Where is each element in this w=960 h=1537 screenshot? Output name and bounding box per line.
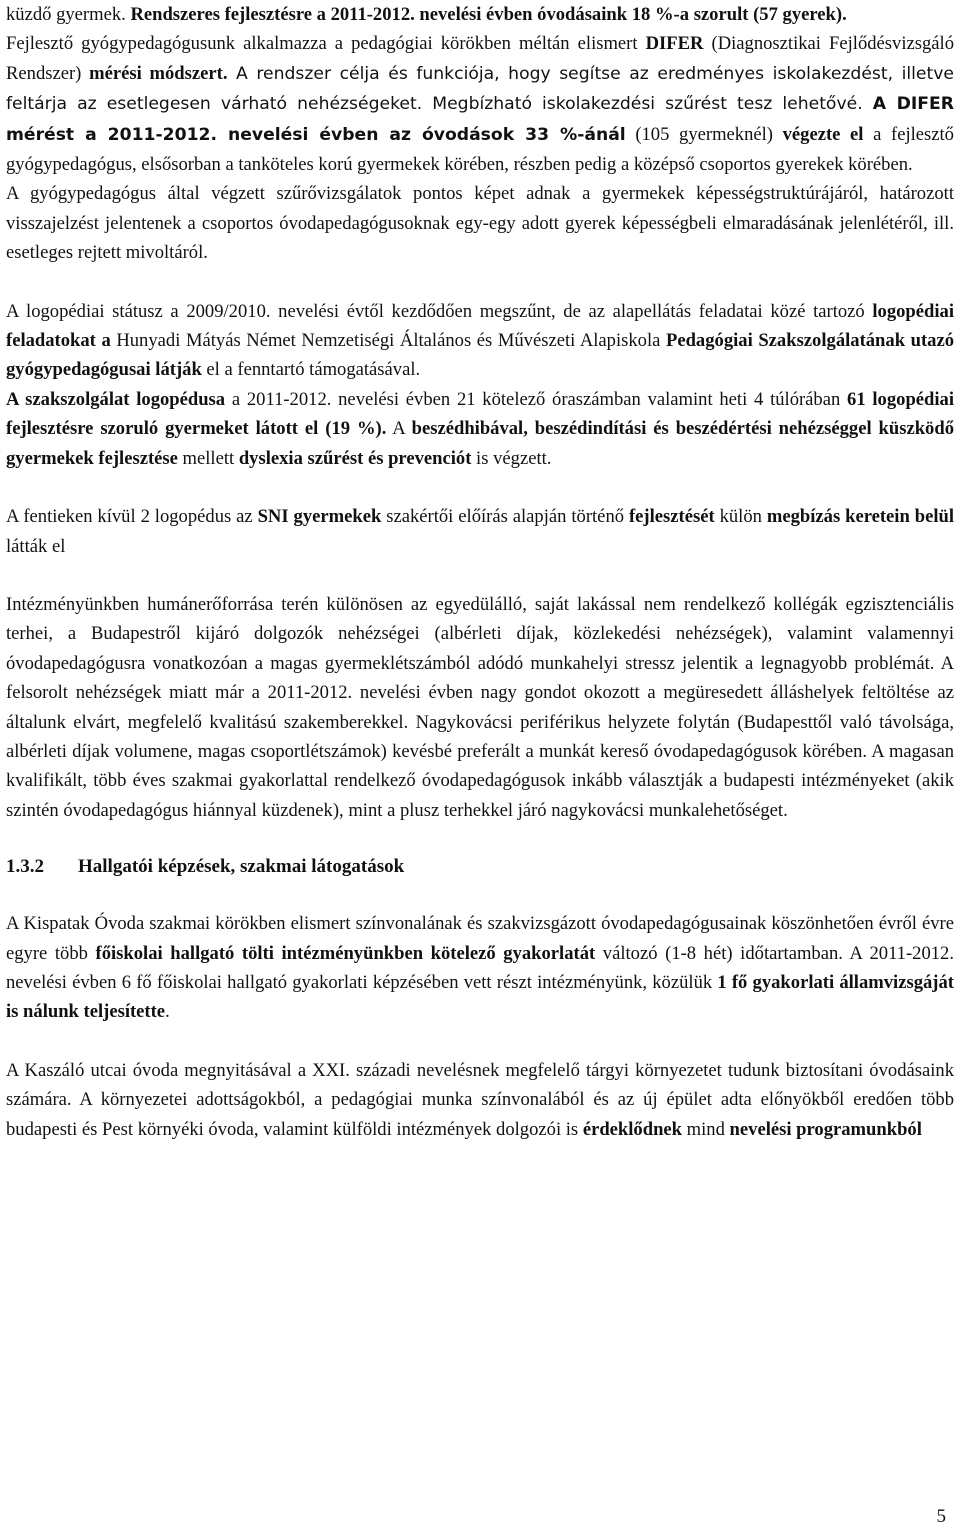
text-run-bold: fejlesztését [628,506,715,528]
page-number: 5 [936,1506,946,1527]
text-run: (Diagnosztikai Fejlődésvizsgáló Rendszer) [6,33,954,84]
text-run: szakértői előírás alapján történő [381,506,629,528]
text-run-bold: logopédiai feladatokat a [6,300,954,352]
text-run-bold: főiskolai hallgató tölti intézményünkben kötelező gyakorlatát [95,942,596,964]
human-resources-paragraph: Intézményünkben humánerőforrása terén különösen az egyedülálló, saját lakással nem rendelkező kollégák egzisztenciális terhei, a Budapestről kijáró dolgozók nehézségei (albérleti díjak, közlekedési nehézségek), valamint valamennyi óvodapedagógusra vonatkozóan a magas gyermeklétszámból adódó munkahelyi stressz jelentik a legnagyobb problémát. A felsorolt nehézségek miatt már a 2011-2012. nevelési évben nagy gondot okozott a megüresedett álláshelyek feltöltése az általunk elvárt, megfelelő kvalitású szakemberekkel. Nagykovácsi periférikus helyzete folytán (Budapesttől való távolsága, albérleti díjak volumene, magas csoportlétszámok) kevésbé preferált a munkát kereső óvodapedagógusok körében. A magasan kvalifikált, több éves szakmai gyakorlattal rendelkező óvodapedagógusok inkább választják a budapesti intézményeket (akik szintén óvodapedagógus hiánnyal küzdenek), mint a plusz terhekkel járó nagykovácsi munkalehetőséget. [6,593,954,821]
section-title: Hallgatói képzések, szakmai látogatások [78,856,405,878]
text-run-bold: mérési módszert. [89,62,228,84]
sni-paragraph [6,502,954,561]
text-run: látták el [6,535,66,557]
text-run-bold: beszédhibával, beszédindítási és beszédértési nehézséggel küszködő gyermekek fejlesztése [6,418,954,469]
text-run-bold: 1 fő gyakorlati államvizsgáját is nálunk teljesítette [6,971,954,1023]
text-run-bold: végezte el [782,123,864,145]
text-run-bold: érdeklődnek [582,1118,683,1140]
text-run: A Kaszáló utcai óvoda megnyitásával a XXI. századi nevelésnek megfelelő tárgyi környezetet tudunk biztosítani óvodásaink számára. A környezetei adottságokból, a pedagógiai munka színvonalából és az új épület adta előnyökből eredően több budapesti és Pest környéki óvoda, valamint külföldi intézmények dolgozói is [6,1059,954,1140]
text-run-bold: SNI gyermekek [257,506,382,528]
text-run: A Kispatak Óvoda szakmai körökben elismert színvonalának és szakvizsgázott óvodapedagógusainak köszönhetően évről évre egyre több [6,913,954,964]
text-run: (105 gyermeknél) [625,123,783,145]
difer-paragraph [6,0,954,179]
student-training-paragraph [6,909,954,1027]
text-run: el a fenntartó támogatásával. [201,359,421,381]
text-run-bold: DIFER [645,33,704,55]
text-run: mellett [177,447,239,469]
text-run: külön [714,506,767,528]
kaszalo-paragraph [6,1056,954,1144]
text-run-bold: dyslexia szűrést és prevenciót [238,447,472,469]
text-run: A rendszer célja és funkciója, hogy segítse az eredményes iskolakezdést, illetve feltárja az esetlegesen várható nehézségeket. Megbízható iskolakezdési szűrést tesz lehetővé. [6,63,954,115]
text-run: . [165,1001,170,1023]
text-run: A fentieken kívül 2 logopédus az [6,506,258,528]
text-run: mind [682,1118,730,1140]
text-run: A [386,418,412,440]
text-run: a 2011-2012. nevelési évben 21 kötelező óraszámban valamint heti 4 túlórában [225,388,848,410]
text-run: a fejlesztő gyógypedagógus, elsősorban a tanköteles korú gyermekek körében, részben pedig a középső csoportos gyerekek körében. [6,123,954,176]
text-run: változó (1-8 hét) időtartamban. A 2011-2012. nevelési évben 6 fő főiskolai hallgató gyakorlati képzésében vett részt intézményünk, közülük [6,942,955,993]
section-heading [6,852,954,882]
text-run: is végzett. [471,447,552,469]
screening-paragraph: A gyógypedagógus által végzett szűrővizsgálatok pontos képet adnak a gyermekek képességstruktúrájáról, határozott visszajelzést jelentenek a csoportos óvodapedagógusoknak egy-egy adott gyerek képességbeli elmaradásának jelenlétéről, ill. esetleges rejtett mivoltáról. [6,183,954,264]
section-number: 1.3.2 [6,856,44,878]
speech-therapist-paragraph [6,385,954,473]
text-run: Fejlesztő gyógypedagógusunk alkalmazza a pedagógiai körökben méltán elismert [6,33,646,55]
text-run-bold: megbízás keretein belül [766,506,955,528]
logopedic-status-paragraph [6,297,954,385]
text-run: küzdő gyermek. [6,4,131,25]
text-run-bold: 61 logopédiai fejlesztésre szoruló gyermeket látott el (19 %). [6,388,955,440]
text-run-bold: A DIFER mérést a 2011-2012. nevelési évben az óvodások 33 %-ánál [6,94,954,145]
text-run: A logopédiai státusz a 2009/2010. nevelési évtől kezdődően megszűnt, de az alapellátás feladatai közé tartozó [6,300,873,322]
text-run-bold: Rendszeres fejlesztésre a 2011-2012. nevelési évben óvodásaink 18 %-a szorult (57 gyerek). [130,4,847,25]
text-run: Hunyadi Mátyás Német Nemzetiségi Általános és Művészeti Alapiskola [110,330,666,352]
text-run-bold: Pedagógiai Szakszolgálatának utazó gyógypedagógusai látják [6,330,955,381]
text-run-bold: A szakszolgálat logopédusa [6,388,226,410]
text-run-bold: nevelési programunkból [729,1118,922,1140]
document-page [6,0,954,1144]
